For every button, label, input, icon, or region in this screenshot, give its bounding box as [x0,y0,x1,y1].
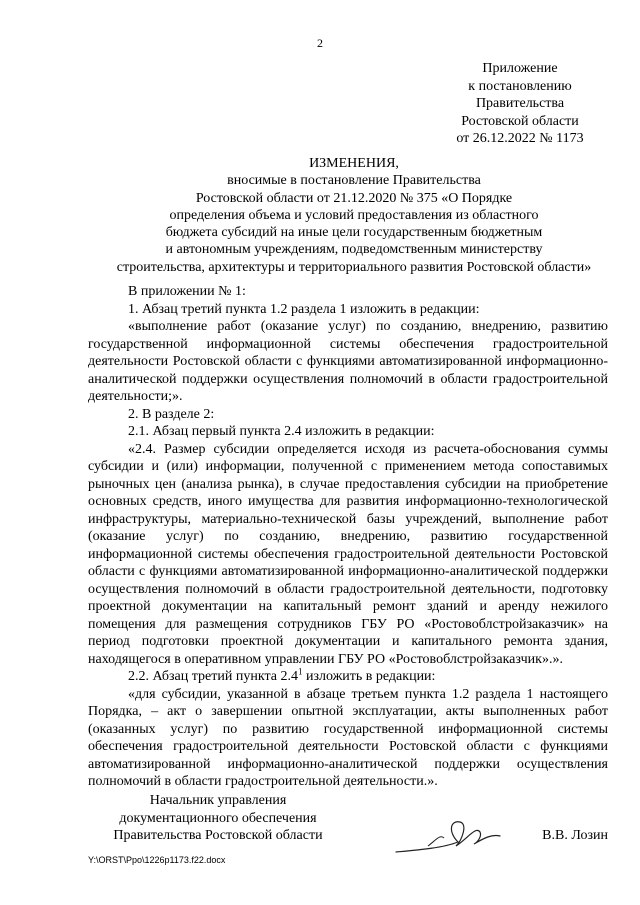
paragraph: 1. Абзац третий пункта 1.2 раздела 1 изложить в редакции: [128,301,480,317]
paragraph: «2.4. Размер субсидии определяется исходя из расчета-обоснования суммы субсидии и (или) информации, полученной с применением метода сопоставимых рыночных цен (анализа рынка), в случае предоставления субсидии на приобретение основных средств, иного имущества для развития информационно-технологической инфраструктуры, материально-технической базы учреждений, выполнение работ (оказание услуг) по созданию, внедрению, развитию государственной информационной системы обеспечения градостроительной деятельности Ростовской области с функциями автоматизированной информационно-аналитической поддержки осуществления полномочий в области градостроительной деятельности, подготовку проектной документации на капитальный ремонт зданий и аренду нежилого помещения для размещения сотрудников ГБУ РО «Ростовоблстройзаказчик» на период подготовки проектной документации и капитального ремонта здания, находящегося в оперативном управлении ГБУ РО «Ростовоблстройзаказчик».». [88,441,608,667]
heading-line: определения объема и условий предоставления из областного [169,207,539,223]
heading-line: вносимые в постановление Правительства [227,173,481,189]
heading-line: Ростовской области от 21.12.2020 № 375 «О Порядке [195,190,513,206]
paragraph [88,668,608,686]
paragraph: 2. В разделе 2: [128,406,215,422]
signatory-title [88,792,348,845]
appendix-block [440,60,600,148]
page-number: 2 [317,36,323,50]
file-path: Y:\ORST\Ppo\1226p1173.f22.docx [88,855,226,865]
appendix-line: от 26.12.2022 № 1173 [456,131,584,146]
heading-line: бюджета субсидий на иные цели государственным бюджетным [165,225,543,241]
paragraph: «для субсидии, указанной в абзаце третьем пункта 1.2 раздела 1 настоящего Порядка, – акт о завершении опытной эксплуатации, акты выполненных работ (оказанных услуг) по развитию государственной информационной системы обеспечения градостроительной деятельности Ростовской области с функциями автоматизированной информационно-аналитической поддержки осуществления полномочий в области градостроительной деятельности.». [88,686,608,789]
signature-block [88,792,608,862]
document-body [88,283,608,791]
handwritten-signature-icon [388,812,508,862]
appendix-line: Правительства [475,96,565,111]
signatory-title-line: Начальник управления [149,793,287,808]
appendix-line: Ростовской области [461,113,579,129]
appendix-line: Приложение [482,61,558,76]
superscript: 1 [297,666,303,677]
paragraph-text: 2.2. Абзац третий пункта 2.4 [128,669,298,684]
signatory-title-line: документационного обеспечения [119,810,317,826]
document-heading [88,155,620,276]
heading-line: и автономным учреждениям, подведомственным министерству [165,242,543,258]
signatory-name: В.В. Лозин [542,828,608,843]
signatory-title-line: Правительства Ростовской области [113,828,323,843]
paragraph: 2.1. Абзац первый пункта 2.4 изложить в редакции: [128,424,435,439]
paragraph: «выполнение работ (оказание услуг) по созданию, внедрению, развитию государственной информационной системы обеспечения градостроительной деятельности Ростовской области с функциями автоматизированной информационно-аналитической поддержки осуществления полномочий в области градостроительной деятельности;». [88,319,608,404]
heading-title: ИЗМЕНЕНИЯ, [309,156,399,171]
paragraph-text: изложить в редакции: [302,669,436,684]
appendix-line: к постановлению [468,78,572,94]
heading-line: строительства, архитектуры и территориального развития Ростовской области» [116,259,592,275]
paragraph: В приложении № 1: [128,284,246,299]
